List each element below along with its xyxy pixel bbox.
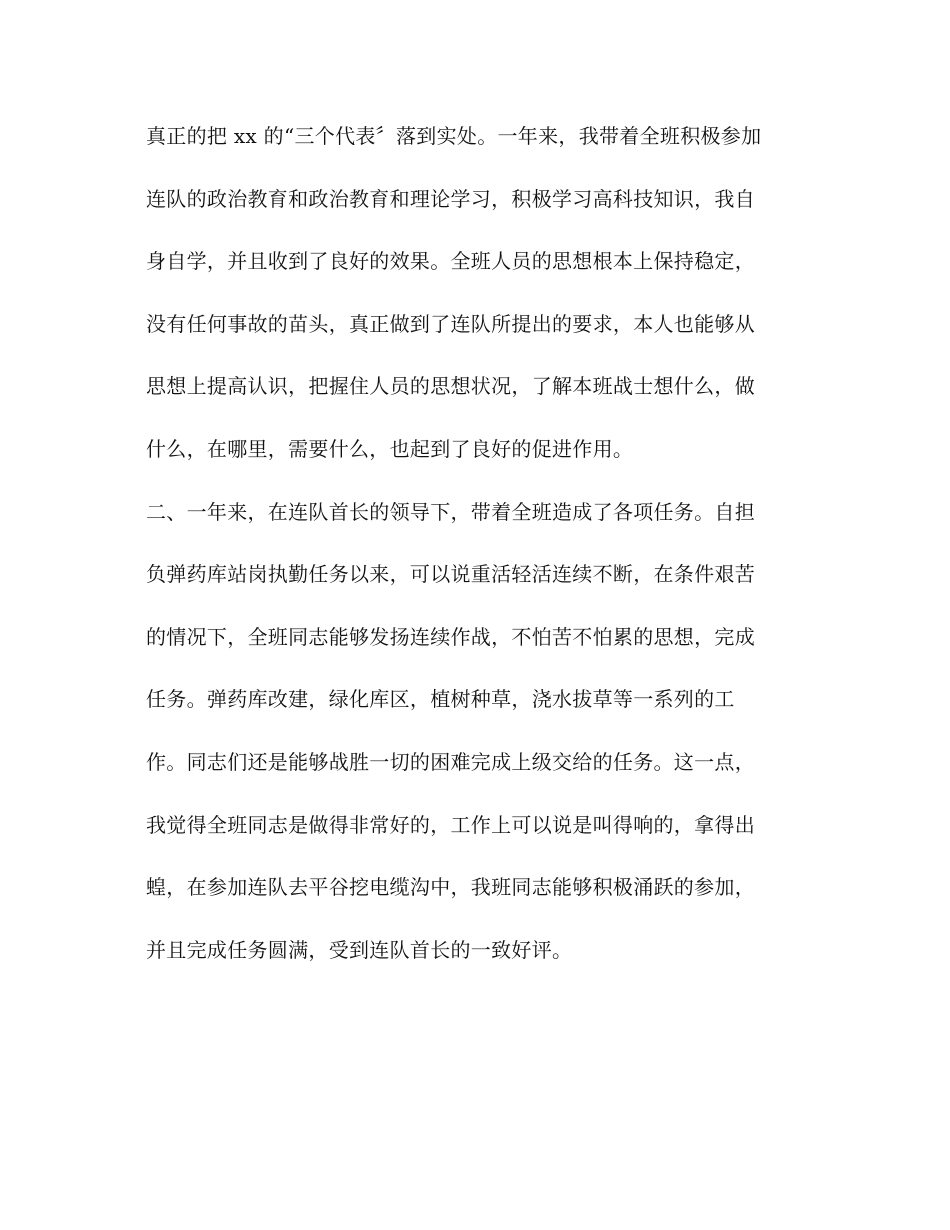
text-line: 任务。弹药库改建，绿化库区，植树种草，浇水拔草等一系列的工	[146, 687, 735, 712]
text-line: 并且完成任务圆满，受到连队首长的一致好评。	[146, 937, 573, 962]
text-line: 连队的政治教育和政治教育和理论学习，积极学习高科技知识，我自	[146, 186, 755, 211]
text-line: 二、一年来，在连队首长的领导下，带着全班造成了各项任务。自担	[146, 499, 755, 524]
text-line: 没有任何事故的苗头，真正做到了连队所提出的要求，本人也能够从	[146, 311, 755, 336]
text-line: 身自学，并且收到了良好的效果。全班人员的思想根本上保持稳定，	[146, 249, 755, 274]
text-line: 我觉得全班同志是做得非常好的，工作上可以说是叫得响的，拿得出	[146, 812, 755, 837]
text-line: 负弹药库站岗执勤任务以来，可以说重活轻活连续不断，在条件艰苦	[146, 562, 755, 587]
text-line: 思想上提高认识，把握住人员的思想状况，了解本班战士想什么，做	[146, 374, 755, 399]
text-line: 什么，在哪里，需要什么，也起到了良好的促进作用。	[146, 436, 634, 461]
text-line: 真正的把 xx 的“三个代表〞落到实处。一年来，我带着全班积极参加	[146, 124, 762, 148]
text-line: 作。同志们还是能够战胜一切的困难完成上级交给的任务。这一点，	[146, 749, 755, 774]
document-body	[146, 126, 806, 1002]
text-line: 蝗，在参加连队去平谷挖电缆沟中，我班同志能够积极涌跃的参加，	[146, 875, 755, 900]
text-line: 的情况下，全班同志能够发扬连续作战，不怕苦不怕累的思想，完成	[146, 624, 755, 649]
